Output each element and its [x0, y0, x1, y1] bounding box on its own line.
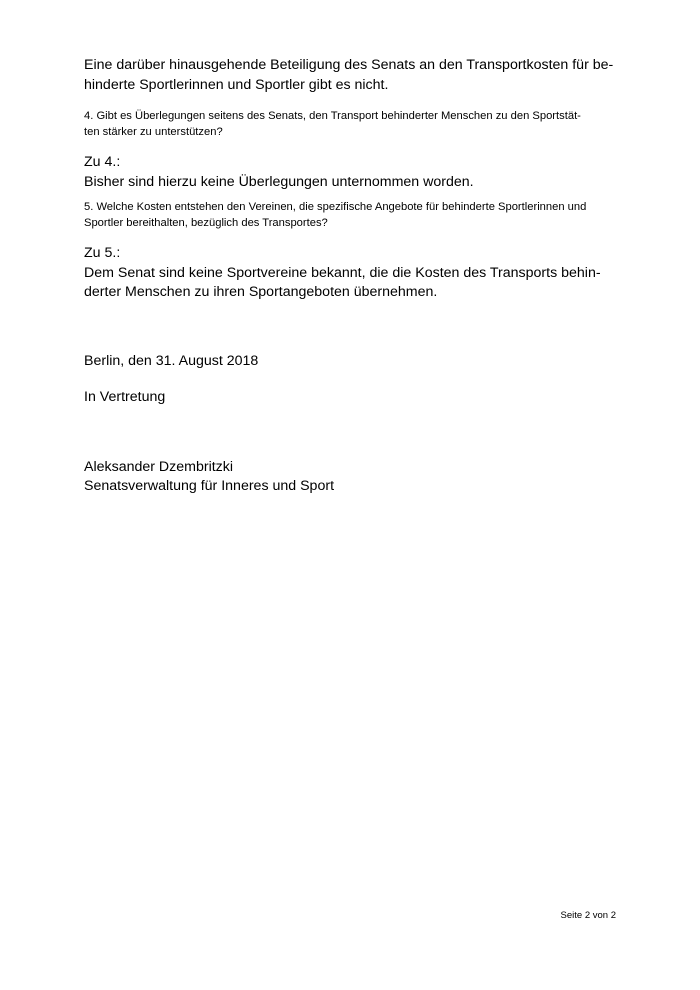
signatory-name: Aleksander Dzembritzki — [84, 458, 234, 475]
place-date: Berlin, den 31. August 2018 — [84, 352, 259, 369]
answer-5-heading: Zu 5.: — [84, 245, 121, 261]
question-4-line-2: ten stärker zu unterstützen? — [84, 125, 223, 138]
in-vertretung: In Vertretung — [84, 389, 166, 405]
question-4 — [84, 109, 624, 140]
page-number: Seite 2 von 2 — [560, 910, 616, 921]
document-page — [84, 48, 624, 497]
answer-5-line-2: derter Menschen zu ihren Sportangeboten übernehmen. — [84, 284, 438, 300]
answer-4-line-1: Bisher sind hierzu keine Überlegungen unternommen worden. — [84, 173, 474, 190]
question-4-line-1: 4. Gibt es Überlegungen seitens des Senats, den Transport behinderter Menschen zu den Sportstät- — [84, 110, 581, 122]
intro-line-2: hinderte Sportlerinnen und Sportler gibt es nicht. — [84, 76, 389, 93]
question-5 — [84, 200, 624, 231]
signatory-block — [84, 458, 624, 497]
intro-paragraph — [84, 56, 624, 95]
intro-line-1: Eine darüber hinausgehende Beteiligung des Senats an den Transportkosten für be- — [84, 57, 614, 73]
question-5-line-1: 5. Welche Kosten entstehen den Vereinen, die spezifische Angebote für behinderte Sportlerinnen und — [84, 201, 587, 213]
question-5-line-2: Sportler bereithalten, bezüglich des Transportes? — [84, 216, 328, 229]
answer-4-text — [84, 173, 624, 193]
answer-4-heading: Zu 4.: — [84, 154, 121, 170]
answer-5-line-1: Dem Senat sind keine Sportvereine bekannt, die die Kosten des Transports behin- — [84, 264, 601, 281]
answer-5-text — [84, 264, 624, 303]
signatory-department: Senatsverwaltung für Inneres und Sport — [84, 478, 335, 494]
